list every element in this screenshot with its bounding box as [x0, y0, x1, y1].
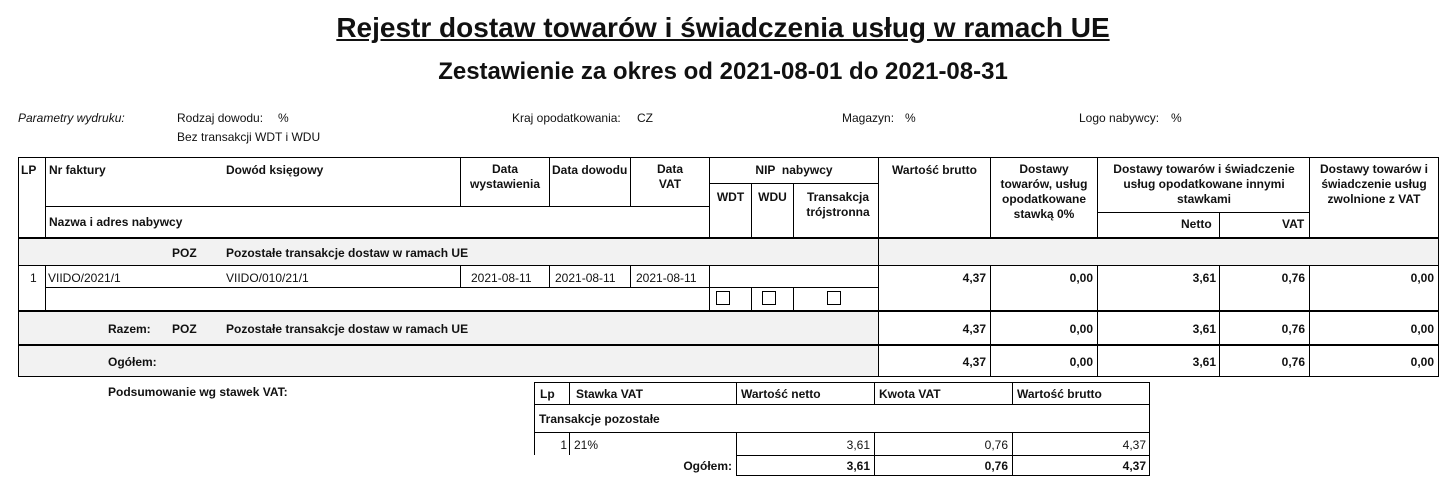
- header-data-wystawienia: Data wystawienia: [469, 162, 541, 191]
- ogolem-dostawy-0: 0,00: [1069, 355, 1093, 369]
- header-data-vat: Data VAT: [656, 162, 683, 191]
- page-title: Rejestr dostaw towarów i świadczenia usług w ramach UE: [336, 12, 1110, 43]
- row-vat: 0,76: [1281, 271, 1305, 285]
- summary-header-kwota: Kwota VAT: [879, 387, 941, 401]
- header-wdt: WDT: [716, 190, 745, 204]
- ogolem-brutto: 4,37: [962, 355, 986, 369]
- summary-header-stawka: Stawka VAT: [576, 387, 643, 401]
- ogolem-vat: 0,76: [1281, 355, 1305, 369]
- summary-total-label: Ogółem:: [683, 459, 732, 473]
- ogolem-label: Ogółem:: [108, 355, 157, 369]
- summary-total-kwota: 0,76: [984, 459, 1008, 473]
- razem-zwolnione: 0,00: [1410, 322, 1434, 336]
- summary-row-stawka: 21%: [574, 438, 599, 452]
- kraj-value: CZ: [637, 111, 653, 125]
- header-nr-faktury: Nr faktury: [49, 163, 106, 177]
- header-lp: LP: [21, 163, 37, 177]
- summary-row-brutto: 4,37: [1122, 438, 1146, 452]
- header-wdu: WDU: [758, 190, 787, 204]
- header-nazwa-adres: Nazwa i adres nabywcy: [49, 215, 183, 229]
- header-nip: NIP nabywcy: [755, 163, 833, 177]
- logo-label: Logo nabywcy:: [1079, 111, 1160, 125]
- summary-total-brutto: 4,37: [1122, 459, 1146, 473]
- rodzaj-value: %: [278, 111, 289, 125]
- summary-row-kwota: 0,76: [984, 438, 1008, 452]
- razem-dostawy-0: 0,00: [1069, 322, 1093, 336]
- row-data-wystawienia: 2021-08-11: [471, 271, 532, 285]
- header-netto: Netto: [1181, 217, 1212, 231]
- header-vat: VAT: [1282, 217, 1305, 231]
- summary-header-lp: Lp: [540, 387, 555, 401]
- summary-row-netto: 3,61: [846, 438, 870, 452]
- group-name: Pozostałe transakcje dostaw w ramach UE: [226, 246, 469, 260]
- magazyn-label: Magazyn:: [842, 111, 895, 125]
- rodzaj-label: Rodzaj dowodu:: [177, 111, 264, 125]
- header-data-dowodu: Data dowodu: [552, 163, 628, 177]
- header-dowod: Dowód księgowy: [226, 163, 324, 177]
- razem-vat: 0,76: [1281, 322, 1305, 336]
- params-label: Parametry wydruku:: [18, 111, 125, 125]
- ogolem-zwolnione: 0,00: [1410, 355, 1434, 369]
- row-zwolnione: 0,00: [1410, 271, 1434, 285]
- summary-header-brutto: Wartość brutto: [1017, 387, 1102, 401]
- header-dostawy-0: Dostawy towarów, usług opodatkowane stawką 0%: [1000, 162, 1088, 221]
- razem-netto: 3,61: [1192, 322, 1216, 336]
- header-zwolnione: Dostawy towarów i świadczenie usług zwolnione z VAT: [1319, 162, 1429, 206]
- row-nr-faktury: VIIDO/2021/1: [48, 271, 121, 285]
- row-netto: 3,61: [1192, 271, 1216, 285]
- summary-row-lp: 1: [560, 438, 567, 452]
- logo-value: %: [1171, 111, 1182, 125]
- transakcja-trojstronna-checkbox[interactable]: [827, 291, 841, 305]
- row-brutto: 4,37: [962, 271, 986, 285]
- row-data-vat: 2021-08-11: [636, 271, 697, 285]
- razem-code: POZ: [172, 322, 197, 336]
- razem-brutto: 4,37: [962, 322, 986, 336]
- header-transakcja-trojstronna: Transakcja trójstronna: [806, 190, 870, 219]
- page-subtitle: Zestawienie za okres od 2021-08-01 do 2021-08-31: [438, 58, 1008, 85]
- row-dostawy-0: 0,00: [1069, 271, 1093, 285]
- razem-label: Razem:: [108, 322, 151, 336]
- row-dowod: VIIDO/010/21/1: [226, 271, 309, 285]
- wdu-checkbox[interactable]: [762, 291, 776, 305]
- kraj-label: Kraj opodatkowania:: [512, 111, 621, 125]
- group-code: POZ: [172, 246, 197, 260]
- ogolem-netto: 3,61: [1192, 355, 1216, 369]
- wdt-checkbox[interactable]: [716, 291, 730, 305]
- header-wartosc-brutto: Wartość brutto: [892, 163, 977, 177]
- row-lp: 1: [30, 271, 37, 285]
- summary-section: Transakcje pozostałe: [539, 412, 660, 426]
- header-dostawy-inne: Dostawy towarów i świadczenie usług opodatkowane innymi stawkami: [1113, 162, 1295, 206]
- bez-transakcji: Bez transakcji WDT i WDU: [177, 130, 321, 144]
- row-data-dowodu: 2021-08-11: [555, 271, 616, 285]
- razem-name: Pozostałe transakcje dostaw w ramach UE: [226, 322, 469, 336]
- summary-label: Podsumowanie wg stawek VAT:: [108, 385, 288, 399]
- magazyn-value: %: [905, 111, 916, 125]
- summary-header-netto: Wartość netto: [741, 387, 821, 401]
- summary-total-netto: 3,61: [846, 459, 870, 473]
